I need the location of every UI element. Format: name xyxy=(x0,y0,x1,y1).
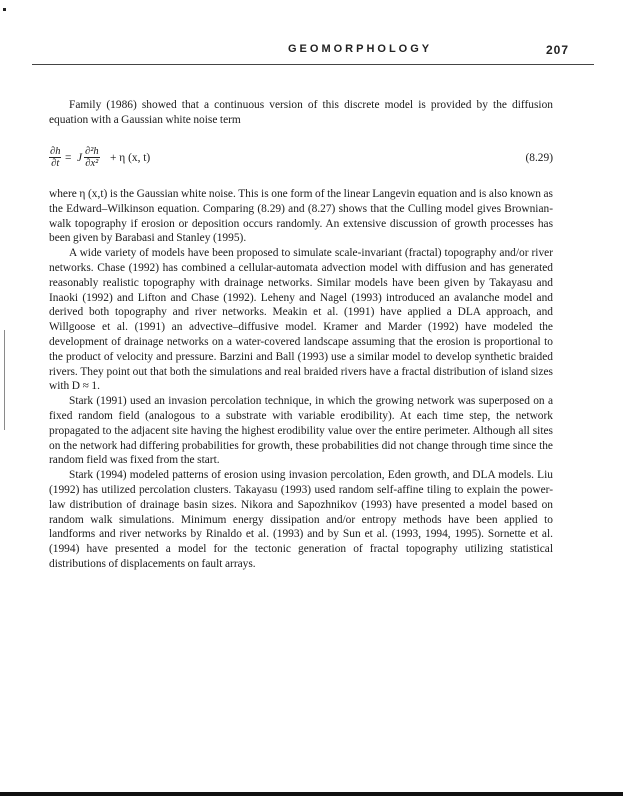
paragraph: where η (x,t) is the Gaussian white noise. This is one form of the linear Langevin equation and is also known as the Edward–Wilkinson equation. Comparing (8.29) and (8.27) shows that the Culling model gives Brownian-walk topography if erosion or deposition occurs randomly. An extensive discussion of growth processes has been given by Barabasi and Stanley (1995). xyxy=(49,188,553,245)
equation-8-29 xyxy=(49,146,553,174)
equation-lhs-denominator: ∂t xyxy=(51,158,60,169)
paragraph: A wide variety of models have been proposed to simulate scale-invariant (fractal) topography and/or river networks. Chase (1992) has combined a cellular-automata advection model with diffusion and has generated reasonably realistic topography with drainage networks. Similar models have been given by Takayasu and Inaoki (1992) and Lifton and Chase (1992). Leheny and Nagel (1993) introduced an avalanche model and derived both topography and river networks. Meakin et al. (1991) have applied a DLA approach, and Willgoose et al. (1991) an advective–diffusive model. Kramer and Marder (1992) have modeled the development of drainage networks on a water-covered landscape assuming that the erosion is proportional to the product of velocity and pressure. Barzini and Ball (1993) use a similar model to develop synthetic braided rivers. They point out that both the simulations and real braided rivers have a fractal distribution of island sizes with D ≈ 1. xyxy=(49,247,553,393)
main-text xyxy=(49,187,553,572)
paragraph: Family (1986) showed that a continuous version of this discrete model is provided by the diffusion equation with a Gaussian white noise term xyxy=(49,99,553,126)
equation-rhs-numerator: ∂²h xyxy=(85,146,99,157)
equation-number: (8.29) xyxy=(525,152,553,164)
bottom-scan-edge xyxy=(0,792,623,796)
page-number: 207 xyxy=(546,43,570,57)
intro-paragraph xyxy=(49,98,553,128)
equation-equals-sign: = xyxy=(65,152,72,164)
equation-rhs-fraction xyxy=(84,146,100,169)
page-header xyxy=(0,43,623,63)
header-rule xyxy=(32,64,594,65)
scan-corner-mark xyxy=(3,8,6,11)
running-head: GEOMORPHOLOGY xyxy=(288,43,433,55)
paragraph: Stark (1991) used an invasion percolation technique, in which the growing network was superposed on a fixed random field (analogous to a substrate with variable erodibility). At each time step, the network propagated to the adjacent site having the highest erodibility value over the entire perimeter. Although all sites on the network had differing probabilities for growth, these probabilities did not change through time since the random field was fixed from the start. xyxy=(49,395,553,467)
scan-margin-line xyxy=(4,330,5,430)
paragraph: Stark (1994) modeled patterns of erosion using invasion percolation, Eden growth, and DLA models. Liu (1992) has utilized percolation clusters. Takayasu (1993) used random self-affine tiling to explain the power-law distribution of drainage basin sizes. Nikora and Sapozhnikov (1993) have presented a model based on random walk simulations. Minimum energy dissipation and/or entropy methods have been applied to landforms and river networks by Rinaldo et al. (1993) and by Sun et al. (1993, 1994, 1995). Sornette et al. (1994) have presented a model for the tectonic generation of fractal topography utilizing statistical distributions of displacements on fault arrays. xyxy=(49,469,553,570)
equation-coefficient: J xyxy=(77,152,83,164)
equation-noise-term: + η (x, t) xyxy=(110,152,151,164)
equation-lhs-fraction xyxy=(49,146,61,169)
equation-rhs-denominator: ∂x² xyxy=(85,158,99,169)
equation-lhs-numerator: ∂h xyxy=(50,146,61,157)
